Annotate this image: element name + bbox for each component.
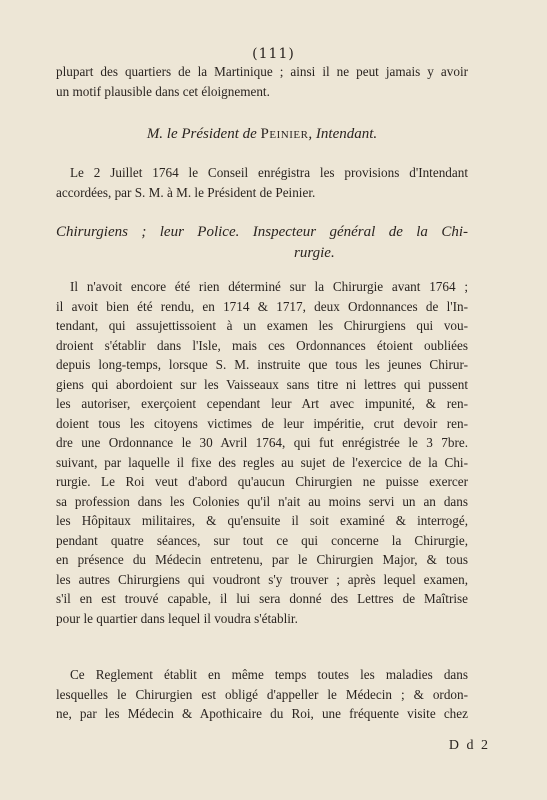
text-line: pendant quatre séances, sur tout ce qui concerne la Chirurgie, xyxy=(56,532,468,548)
paragraph-chirurgie xyxy=(56,277,468,628)
section-heading-chirurgiens xyxy=(56,222,468,264)
text-line: s'il en est trouvé capable, il lui sera donné des Lettres de Maîtrise xyxy=(56,591,468,606)
page-number: (111) xyxy=(252,46,295,62)
text-line: sa profession dans les Colonies qu'il n'ait au moins servi un an dans xyxy=(56,493,468,509)
text-line: plupart des quartiers de la Martinique ; ainsi il ne peut jamais y avoir xyxy=(56,64,468,79)
text-line: il avoit bien été rendu, en 1714 & 1717, deux Ordonnances de l'In- xyxy=(56,298,468,314)
text-line: pour le quartier dans lequel il voudra s'établir. xyxy=(56,610,298,626)
text-line: Ce Reglement établit en même temps toutes les maladies dans xyxy=(70,667,468,682)
text-line: ne, par les Médecin & Apothicaire du Roi, une fréquente visite chez xyxy=(56,706,468,721)
text-line: les Hôpitaux militaires, & qu'ensuite il soit examiné & interrogé, xyxy=(56,513,468,528)
text-line: depuis long-temps, lorsque S. M. instruite que tous les jeunes Chirur- xyxy=(56,357,468,372)
text-line: en présence du Médecin entretenu, par le Chirurgien Major, & tous xyxy=(56,552,468,567)
heading-line: Chirurgiens ; leur Police. Inspecteur général de la Chi- xyxy=(56,224,468,240)
text-line: droient s'établir dans l'Isle, mais ces Ordonnances étoient oubliées xyxy=(56,337,468,353)
text-line: lesquelles le Chirurgien est obligé d'appeller le Médecin ; & ordon- xyxy=(56,686,468,702)
text-line: accordées, par S. M. à M. le Président de Peinier. xyxy=(56,184,316,200)
text-line: giens qui abordoient sur les Vaisseaux sans titre ni lettres qui pussent xyxy=(56,376,468,392)
text-line: rurgie. Le Roi veut d'abord qu'aucun Chirurgien ne puisse exercer xyxy=(56,474,468,489)
text-line: suivant, par laquelle il fixe des regles au sujet de l'exercice de la Chi- xyxy=(56,454,468,470)
text-line: Le 2 Juillet 1764 le Conseil enrégistra les provisions d'Intendant xyxy=(70,165,468,180)
text-line: les autoriser, exerçoient cependant leur Art avec impunité, & ren- xyxy=(56,396,468,411)
text-line: doient tous les citoyens victimes de leur impéritie, crut devoir ren- xyxy=(56,415,468,431)
text-line: dre une Ordonnance le 30 Avril 1764, qui fut enrégistrée le 3 7bre. xyxy=(56,435,468,450)
text-line: un motif plausible dans cet éloignement. xyxy=(56,83,270,99)
text-line: tendant, qui assujettissoient à un examen les Chirurgiens qui vou- xyxy=(56,318,468,333)
signature-mark: D d 2 xyxy=(448,738,490,753)
paragraph-reglement xyxy=(56,665,468,724)
text-line: les autres Chirurgiens qui voudront s'y trouver ; après lequel examen, xyxy=(56,571,468,587)
text-line: Il n'avoit encore été rien déterminé sur la Chirurgie avant 1764 ; xyxy=(70,279,468,294)
heading-suffix: , Intendant. xyxy=(308,126,378,142)
paragraph-continuation xyxy=(56,62,468,101)
heading-line: rurgie. xyxy=(294,245,335,261)
paragraph-intendant xyxy=(56,163,468,202)
section-heading-intendant xyxy=(56,124,468,145)
heading-name: Peinier xyxy=(260,126,309,142)
heading-prefix: M. le Président de xyxy=(146,126,257,142)
